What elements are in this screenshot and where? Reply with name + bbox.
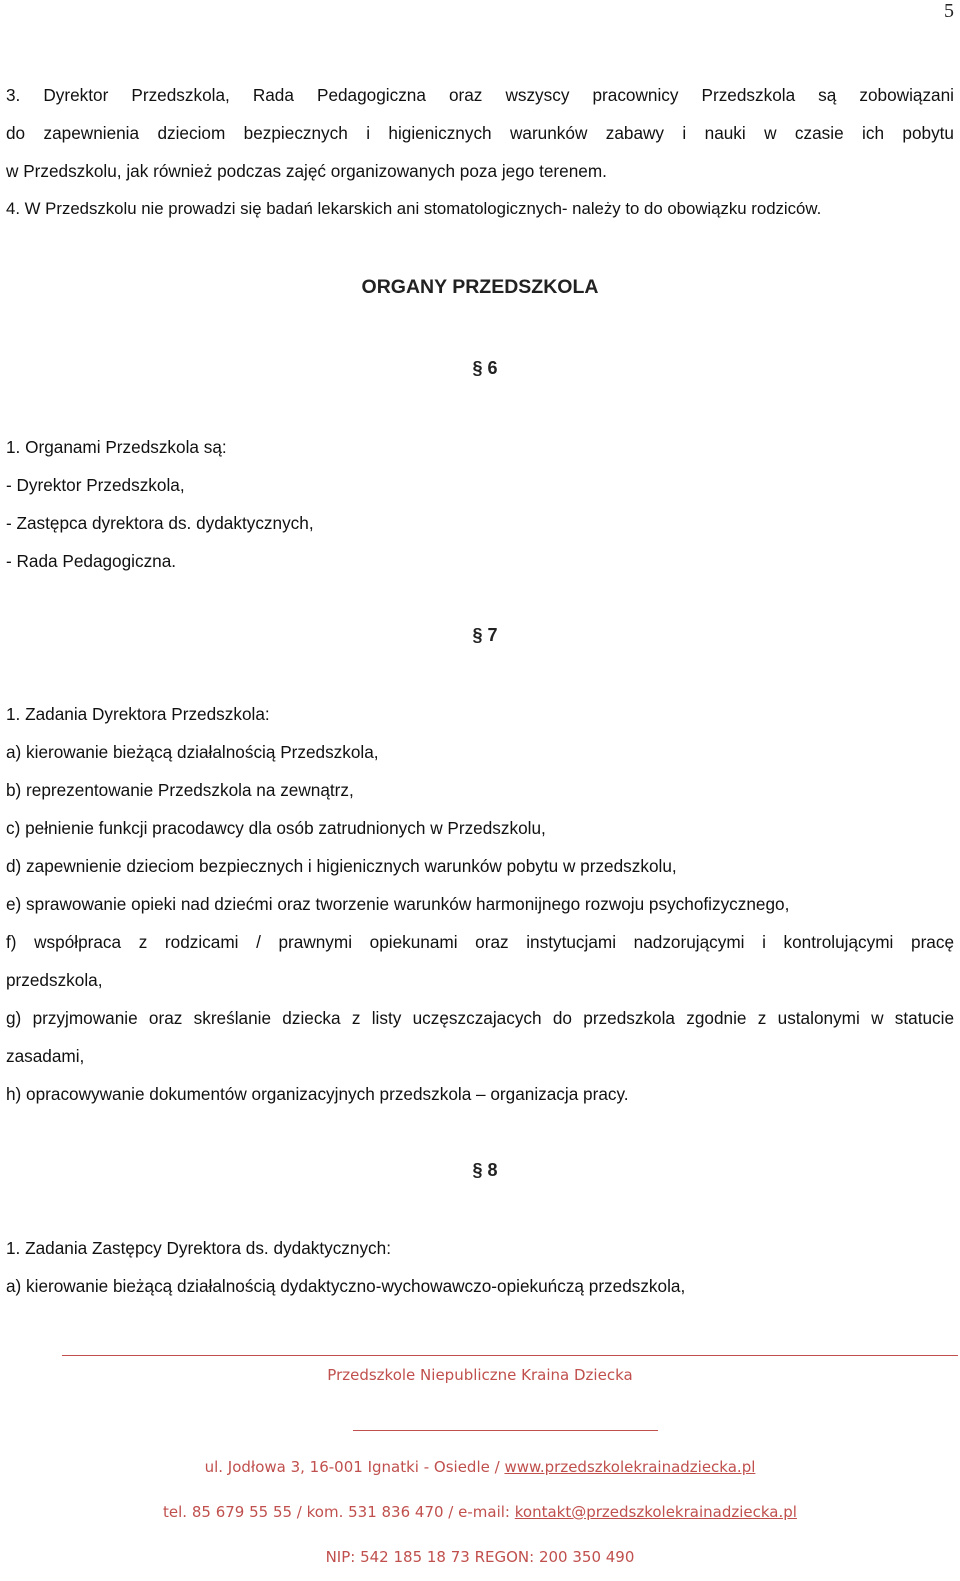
- section-6-title: § 6: [472, 358, 498, 378]
- footer-website-link[interactable]: www.przedszkolekrainadziecka.pl: [504, 1458, 756, 1476]
- paragraph-3-line-3: w Przedszkolu, jak również podczas zajęć organizowanych poza jego terenem.: [6, 161, 607, 181]
- footer-address-line: [0, 1458, 960, 1476]
- footer-organization-name: Przedszkole Niepubliczne Kraina Dziecka: [327, 1366, 633, 1384]
- organ-list-item: - Rada Pedagogiczna.: [6, 551, 177, 571]
- section-8-intro: 1. Zadania Zastępcy Dyrektora ds. dydaktycznych:: [6, 1238, 391, 1258]
- director-task-b: b) reprezentowanie Przedszkola na zewnątrz,: [6, 780, 354, 800]
- page-number: 5: [944, 0, 954, 22]
- footer-divider: [62, 1355, 958, 1356]
- section-heading: ORGANY PRZEDSZKOLA: [361, 276, 599, 298]
- director-task-f-line-2: przedszkola,: [6, 970, 103, 990]
- deputy-task-a: a) kierowanie bieżącą działalnością dydaktyczno-wychowawczo-opiekuńczą przedszkola,: [6, 1276, 686, 1296]
- director-task-c: c) pełnienie funkcji pracodawcy dla osób zatrudnionych w Przedszkolu,: [6, 818, 546, 838]
- director-task-a: a) kierowanie bieżącą działalnością Przedszkola,: [6, 742, 379, 762]
- footer-contact-line: [0, 1503, 960, 1521]
- paragraph-4: 4. W Przedszkolu nie prowadzi się badań lekarskich ani stomatologicznych- należy to do obowiązku rodziców.: [6, 199, 822, 218]
- footer-phone: tel. 85 679 55 55 / kom. 531 836 470 / e-mail:: [163, 1503, 515, 1521]
- organ-list-item: - Zastępca dyrektora ds. dydaktycznych,: [6, 513, 314, 533]
- paragraph-3-line-1: 3. Dyrektor Przedszkola, Rada Pedagogiczna oraz wszyscy pracownicy Przedszkola są zobowiązani: [6, 85, 954, 105]
- director-task-g-line-2: zasadami,: [6, 1046, 85, 1066]
- footer-ids: NIP: 542 185 18 73 REGON: 200 350 490: [325, 1548, 635, 1566]
- director-task-d: d) zapewnienie dzieciom bezpiecznych i higienicznych warunków pobytu w przedszkolu,: [6, 856, 677, 876]
- paragraph-3-line-2: do zapewnienia dzieciom bezpiecznych i higienicznych warunków zabawy i nauki w czasie ich pobytu: [6, 123, 954, 143]
- director-task-e: e) sprawowanie opieki nad dziećmi oraz tworzenie warunków harmonijnego rozwoju psychofizycznego,: [6, 894, 790, 914]
- director-task-f-line-1: f) współpraca z rodzicami / prawnymi opiekunami oraz instytucjami nadzorującymi i kontrolującymi pracę: [6, 932, 954, 952]
- organ-list-item: - Dyrektor Przedszkola,: [6, 475, 185, 495]
- section-6-intro: 1. Organami Przedszkola są:: [6, 437, 227, 457]
- director-task-h: h) opracowywanie dokumentów organizacyjnych przedszkola – organizacja pracy.: [6, 1084, 629, 1104]
- footer-address: ul. Jodłowa 3, 16-001 Ignatki - Osiedle /: [204, 1458, 505, 1476]
- director-task-g-line-1: g) przyjmowanie oraz skreślanie dziecka z listy uczęszczajacych do przedszkola zgodnie z ustalonymi w statucie: [6, 1008, 954, 1028]
- section-7-title: § 7: [472, 625, 498, 645]
- footer-email-link[interactable]: kontakt@przedszkolekrainadziecka.pl: [514, 1503, 797, 1521]
- section-8-title: § 8: [472, 1160, 498, 1180]
- footer-short-divider: [353, 1430, 658, 1431]
- section-7-intro: 1. Zadania Dyrektora Przedszkola:: [6, 704, 270, 724]
